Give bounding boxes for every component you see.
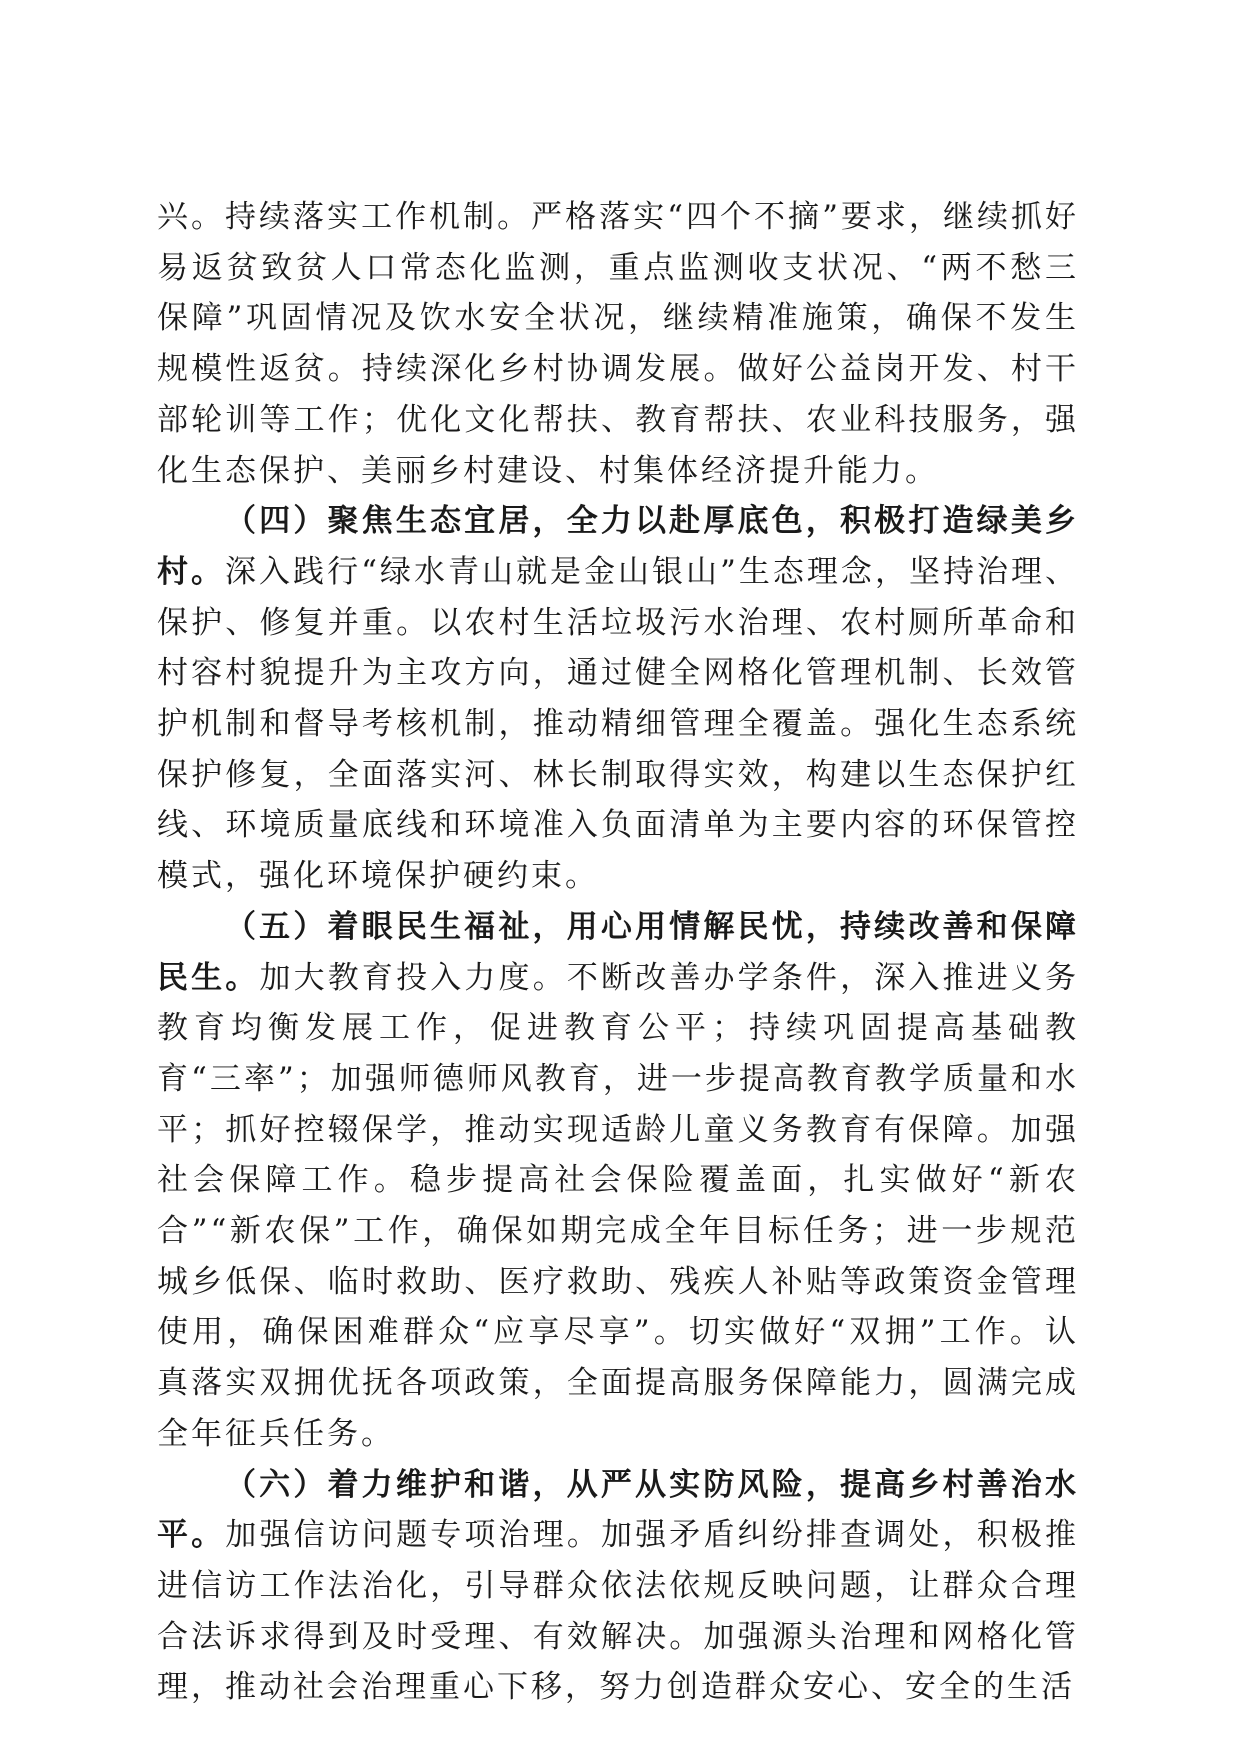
paragraph-section-4 — [157, 496, 1079, 902]
paragraph-continuation — [157, 192, 1079, 496]
paragraph-section-6 — [157, 1460, 1079, 1714]
paragraph-body: 兴。持续落实工作机制。严格落实“四个不摘”要求，继续抓好易返贫致贫人口常态化监测，重点监测收支状况、“两不愁三保障”巩固情况及饮水安全状况，继续精准施策，确保不发生规模性返贫。持续深化乡村协调发展。做好公益岗开发、村干部轮训等工作；优化文化帮扶、教育帮扶、农业科技服务，强化生态保护、美丽乡村建设、村集体经济提升能力。 — [157, 199, 1079, 489]
paragraph-body: 深入践行“绿水青山就是金山银山”生态理念，坚持治理、保护、修复并重。以农村生活垃圾污水治理、农村厕所革命和村容村貌提升为主攻方向，通过健全网格化管理机制、长效管护机制和督导考核机制，推动精细管理全覆盖。强化生态系统保护修复，全面落实河、林长制取得实效，构建以生态保护红线、环境质量底线和环境准入负面清单为主要内容的环保管控模式，强化环境保护硬约束。 — [157, 553, 1079, 895]
section-heading-4: （四）聚焦生态宜居，全力以赴厚底色，积极打造绿美乡村。 — [157, 503, 1079, 590]
paragraph-section-5 — [157, 902, 1079, 1460]
section-heading-6: （六）着力维护和谐，从严从实防风险，提高乡村善治水平。 — [157, 1466, 1079, 1554]
paragraph-body: 加大教育投入力度。不断改善办学条件，深入推进义务教育均衡发展工作，促进教育公平；持续巩固提高基础教育“三率”；加强师德师风教育，进一步提高教育教学质量和水平；抓好控辍保学，推动实现适龄儿童义务教育有保障。加强社会保障工作。稳步提高社会保险覆盖面，扎实做好“新农合”“新农保”工作，确保如期完成全年目标任务；进一步规范城乡低保、临时救助、医疗救助、残疾人补贴等政策资金管理使用，确保困难群众“应享尽享”。切实做好“双拥”工作。认真落实双拥优抚各项政策，全面提高服务保障能力，圆满完成全年征兵任务。 — [157, 959, 1080, 1452]
section-heading-5: （五）着眼民生福祉，用心用情解民忧，持续改善和保障民生。 — [157, 908, 1079, 996]
paragraph-body: 加强信访问题专项治理。加强矛盾纠纷排查调处，积极推进信访工作法治化，引导群众依法依规反映问题，让群众合理合法诉求得到及时受理、有效解决。加强源头治理和网格化管理，推动社会治理重心下移，努力创造群众安心、安全的生活 — [157, 1517, 1080, 1706]
document-body — [157, 192, 1079, 1713]
